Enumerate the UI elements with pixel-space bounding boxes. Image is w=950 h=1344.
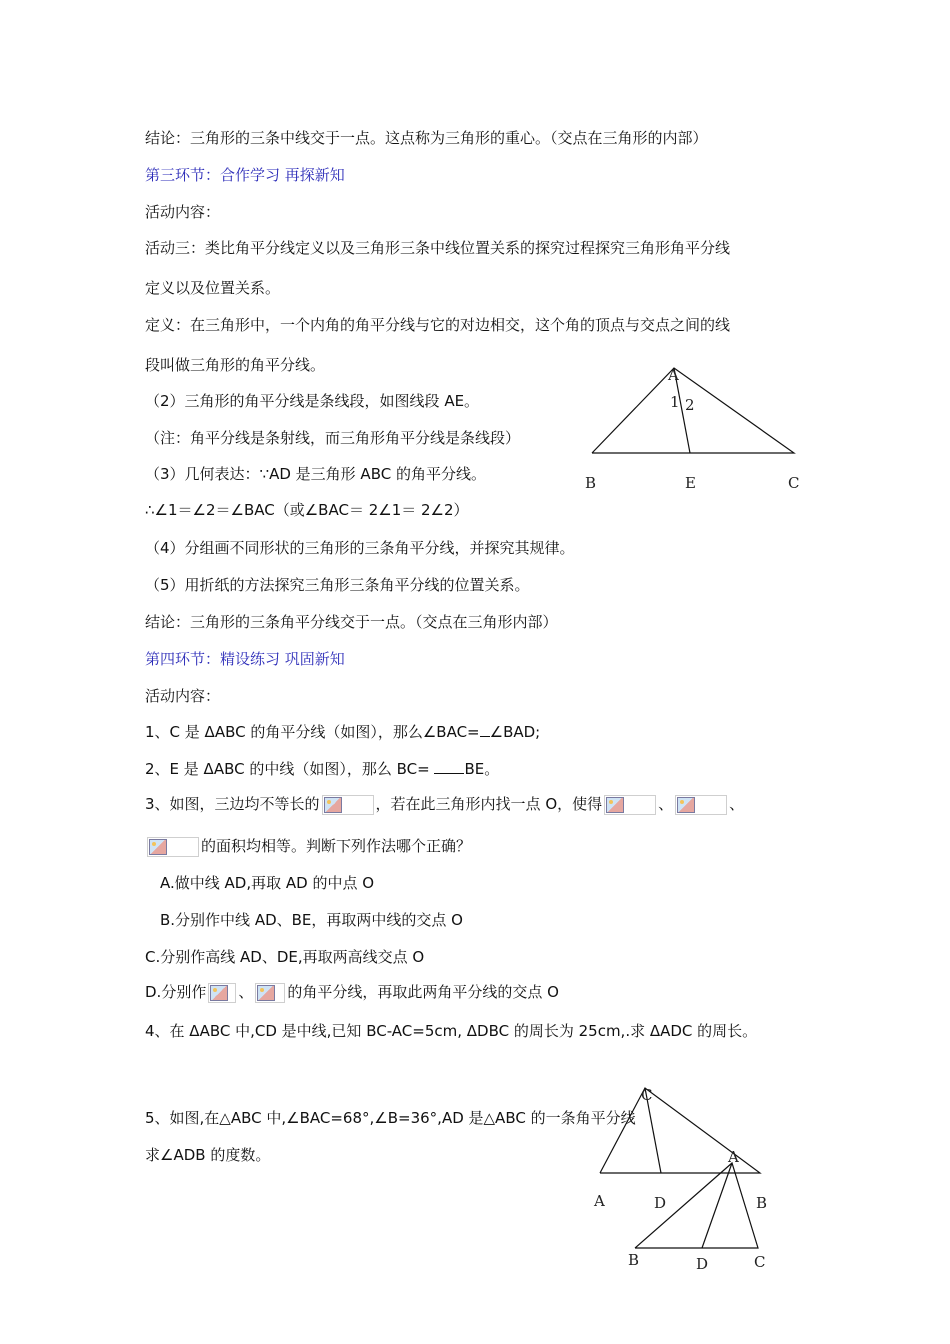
exercise-3-cont-text: 的面积均相等。判断下列作法哪个正确？ <box>201 837 472 855</box>
label-a: A <box>668 366 679 384</box>
section-heading-4: 第四环节：精设练习 巩固新知 <box>145 650 345 668</box>
activity-content-label: 活动内容： <box>145 203 221 221</box>
broken-image-icon <box>322 795 374 815</box>
exercise-3-text-b: ，若在此三角形内找一点 O，使得 <box>375 795 603 813</box>
label-c: C <box>754 1253 766 1271</box>
exercise-5: 5、如图,在△ABC 中,∠BAC=68°,∠B=36°,AD 是△ABC 的一条角平分线 <box>145 1109 636 1127</box>
point-4: （4）分组画不同形状的三角形的三条角平分线，并探究其规律。 <box>145 539 575 557</box>
exercise-2 <box>145 759 499 779</box>
label-d: D <box>696 1255 709 1273</box>
exercise-3-text-a: 3、如图，三边均不等长的 <box>145 795 320 813</box>
section-heading-3: 第三环节：合作学习 再探新知 <box>145 166 345 184</box>
option-d <box>145 982 559 1003</box>
exercise-3 <box>145 794 744 815</box>
answer-blank[interactable] <box>480 722 490 737</box>
label-a: A <box>594 1192 605 1210</box>
label-c: C <box>788 474 800 492</box>
label-angle-2: 2 <box>685 396 695 414</box>
option-b: B.分别作中线 AD、BE，再取两中线的交点 O <box>160 911 463 929</box>
triangle-abc-outline <box>635 1163 758 1248</box>
label-angle-1: 1 <box>670 393 680 411</box>
option-c: C.分别作高线 AD、DE,再取两高线交点 O <box>145 948 425 966</box>
exercise-3-sep-2: 、 <box>729 795 745 813</box>
point-2: （2）三角形的角平分线是条线段，如图线段 AE。 <box>145 392 480 410</box>
exercise-3-sep-1: 、 <box>658 795 674 813</box>
triangle-angle-bisector-figure <box>620 1145 780 1275</box>
exercise-1-text-end: ∠BAD; <box>489 723 541 741</box>
activity-3-text-cont: 定义以及位置关系。 <box>145 279 281 297</box>
answer-blank[interactable] <box>434 759 464 774</box>
exercise-2-text: 2、E 是 ΔABC 的中线（如图），那么 BC= <box>145 760 430 778</box>
option-a: A.做中线 AD,再取 AD 的中点 O <box>160 874 375 892</box>
label-a: A <box>728 1148 739 1166</box>
definition-text-cont: 段叫做三角形的角平分线。 <box>145 356 326 374</box>
label-b: B <box>756 1194 768 1212</box>
label-b: B <box>628 1251 640 1269</box>
broken-image-icon <box>255 983 285 1003</box>
exercise-4: 4、在 ΔABC 中,CD 是中线,已知 BC-AC=5cm, ΔDBC 的周长为 25cm,.求 ΔADC 的周长。 <box>145 1022 758 1040</box>
exercise-1-text: 1、C 是 ΔABC 的角平分线（如图），那么∠BAC= <box>145 723 480 741</box>
option-d-text-b: 的角平分线，再取此两角平分线的交点 O <box>287 983 559 1001</box>
therefore-text: ∴∠1＝∠2＝∠BAC（或∠BAC＝ 2∠1＝ 2∠2） <box>145 501 469 519</box>
label-b: B <box>585 474 597 492</box>
definition-text: 定义：在三角形中，一个内角的角平分线与它的对边相交，这个角的顶点与交点之间的线 <box>145 316 731 334</box>
conclusion-median: 结论：三角形的三条中线交于一点。这点称为三角形的重心。（交点在三角形的内部） <box>145 129 708 147</box>
broken-image-icon <box>208 983 236 1003</box>
exercise-2-text-end: BE。 <box>464 760 500 778</box>
point-3: （3）几何表达：∵AD 是三角形 ABC 的角平分线。 <box>145 465 486 483</box>
activity-3-text: 活动三：类比角平分线定义以及三角形三条中线位置关系的探究过程探究三角形角平分线 <box>145 239 731 257</box>
activity-content-label-2: 活动内容： <box>145 687 221 705</box>
label-d: D <box>654 1194 667 1212</box>
triangle-bisector-figure <box>580 360 810 500</box>
broken-image-icon <box>675 795 727 815</box>
label-c: C <box>641 1086 653 1104</box>
label-e: E <box>685 474 696 492</box>
broken-image-icon <box>147 837 199 857</box>
option-d-sep: 、 <box>238 983 254 1001</box>
point-5: （5）用折纸的方法探究三角形三条角平分线的位置关系。 <box>145 576 530 594</box>
broken-image-icon <box>604 795 656 815</box>
note-text: （注：角平分线是条射线，而三角形角平分线是条线段） <box>145 429 521 447</box>
exercise-3-cont <box>145 836 471 857</box>
exercise-5-cont: 求∠ADB 的度数。 <box>145 1146 271 1164</box>
exercise-1 <box>145 722 540 742</box>
conclusion-bisector: 结论：三角形的三条角平分线交于一点。（交点在三角形内部） <box>145 613 558 631</box>
option-d-text-a: D.分别作 <box>145 983 207 1001</box>
